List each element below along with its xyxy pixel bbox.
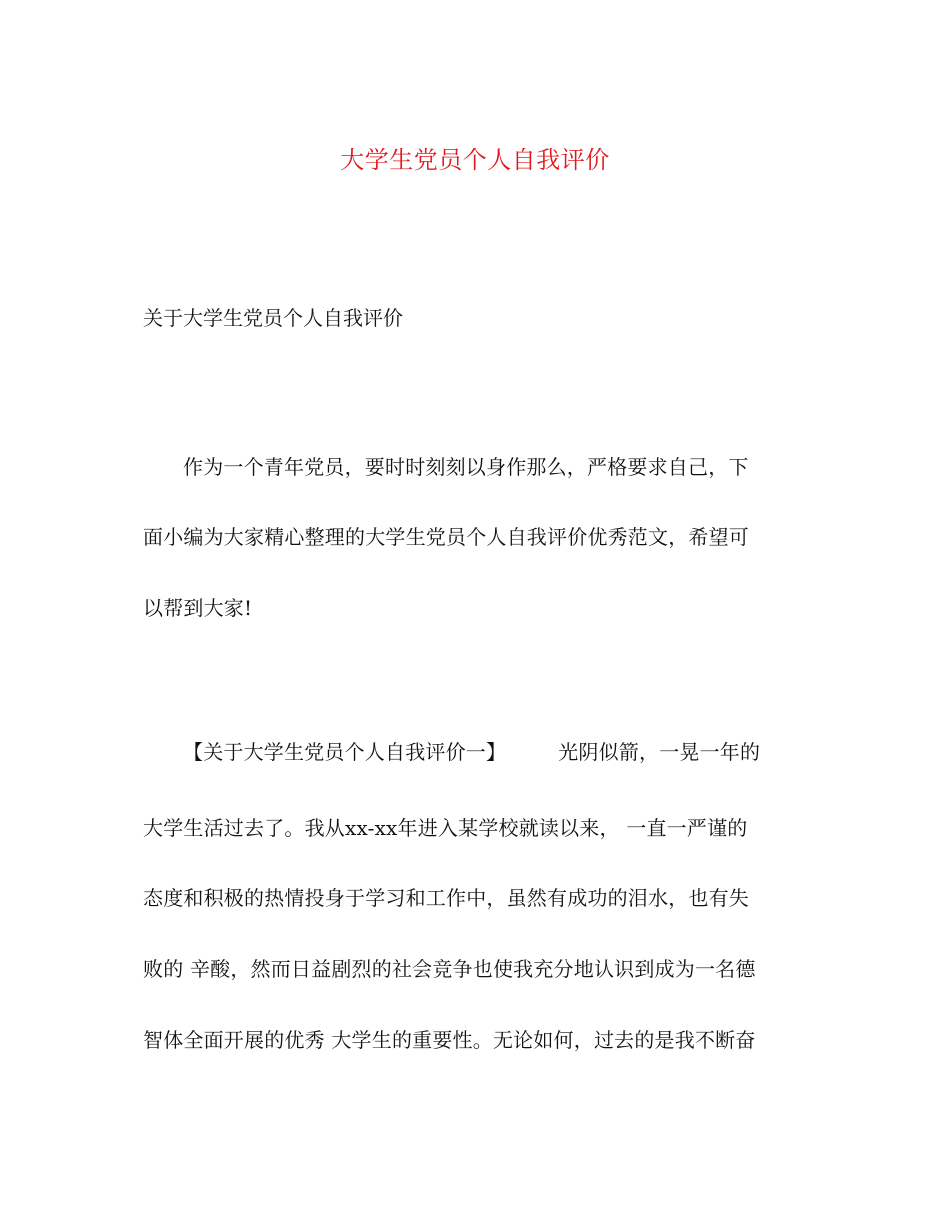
document-title: 大学生党员个人自我评价 — [340, 146, 610, 174]
section-first-line — [183, 734, 843, 770]
body-line-1: 大学生活过去了。我从xx-xx年进入某学校就读以来， 一直一严谨的 — [143, 816, 748, 840]
section-first-line-text: 光阴似箭，一晃一年的 — [558, 740, 761, 764]
section-heading: 【关于大学生党员个人自我评价一】 — [183, 740, 507, 764]
body-line-4: 智体全面开展的优秀 大学生的重要性。无论如何，过去的是我不断奋 — [143, 1028, 756, 1052]
body-line-3: 败的 辛酸，然而日益剧烈的社会竞争也使我充分地认识到成为一名德 — [143, 957, 756, 981]
document-subtitle: 关于大学生党员个人自我评价 — [143, 306, 403, 330]
body-line-2: 态度和积极的热情投身于学习和工作中，虽然有成功的泪水，也有失 — [143, 886, 749, 910]
intro-line-1: 作为一个青年党员，要时时刻刻以身作那么，严格要求自己，下 — [183, 455, 749, 479]
intro-line-2: 面小编为大家精心整理的大学生党员个人自我评价优秀范文，希望可 — [143, 525, 749, 549]
intro-line-3: 以帮到大家! — [143, 596, 253, 620]
